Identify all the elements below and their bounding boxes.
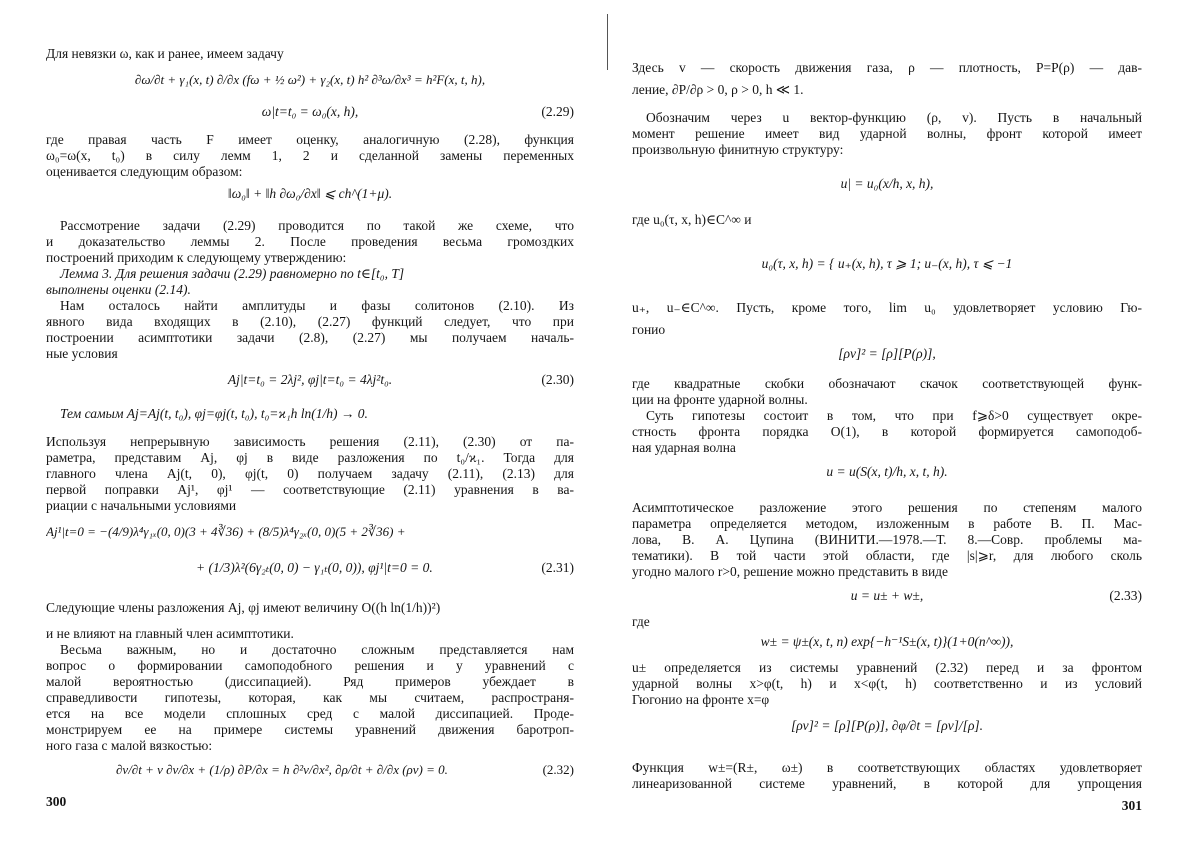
equation-number: (2.29) <box>541 104 574 119</box>
formula-line: u| = u₀(x/h, x, h), <box>840 176 934 191</box>
text-line: ется на все модели сплошных сред с малой диссипацией. Проде- <box>46 706 574 721</box>
equation-number: (2.33) <box>1109 588 1142 603</box>
text-line: ции на фронте ударной волны. <box>632 392 808 407</box>
formula-line: u₀(τ, x, h) = { u₊(x, h), τ ⩾ 1; u₋(x, h), τ ⩽ −1 <box>761 256 1013 271</box>
formula-line <box>46 372 574 388</box>
text-line: ного газа с малой вязкостью: <box>46 738 213 753</box>
formula-text: + (1/3)λ²(6γ₂ₜ(0, 0) − γ₁ₜ(0, 0)), φj¹|t=0 = 0. <box>196 560 433 575</box>
equation-number: (2.32) <box>542 762 574 777</box>
formula-line: Тем самым Aj=Aj(t, t₀), φj=φj(t, t₀), t₀=ϰ₁h ln(1/h) → 0. <box>60 406 368 421</box>
text-line: Гюгонио на фронте x=φ <box>632 692 770 707</box>
text-line: где <box>632 614 650 629</box>
text-line: u₊, u₋∈C^∞. Пусть, кроме того, lim u₀ удовлетворяет условию Гю- <box>632 300 1142 315</box>
formula-text: u = u± + w±, <box>850 588 924 603</box>
text-line: где правая часть F имеет оценку, аналогичную (2.28), функция <box>46 132 574 147</box>
text-line: u± определяется из системы уравнений (2.32) перед и за фронтом <box>632 660 1142 675</box>
text-line: ные условия <box>46 346 118 361</box>
formula-line: [ρv]² = [ρ][P(ρ)], <box>838 346 936 361</box>
formula-line: ‖ω₀‖ + ‖h ∂ω₀/∂x‖ ⩽ ch^(1+μ). <box>227 186 393 201</box>
text-line: Здесь v — скорость движения газа, ρ — плотность, P=P(ρ) — дав- <box>632 60 1142 75</box>
text-line: ω₀=ω(x, t₀) в силу лемм 1, 2 и сделанной замены переменных <box>46 148 574 163</box>
text-line: Для невязки ω, как и ранее, имеем задачу <box>46 46 284 61</box>
text-line: построении асимптотики задачи (2.8), (2.27) мы получаем началь- <box>46 330 574 345</box>
text-line: ударной волны x>φ(t, h) и x<φ(t, h) соответственно и из условий <box>632 676 1142 691</box>
text-line: Суть гипотезы состоит в том, что при f⩾δ>0 существует окре- <box>646 408 1142 423</box>
text-line: главного члена Aj(t, 0), φj(t, 0) получаем задачу (2.11), (2.13) для <box>46 466 574 481</box>
book-spine <box>607 14 608 70</box>
lemma-line: Лемма 3. Для решения задачи (2.29) равномерно по t∈[t₀, T] <box>60 266 405 281</box>
page-number: 300 <box>46 794 67 809</box>
text-line: вопрос о формировании самоподобного решения и у уравнений с <box>46 658 574 673</box>
text-line: лова, В. А. Цупина (ВИНИТИ.—1978.—Т. 8.—Совр. проблемы ма- <box>632 532 1142 547</box>
equation-number: (2.31) <box>541 560 574 575</box>
text-line: где квадратные скобки обозначают скачок соответствующей функ- <box>632 376 1142 391</box>
text-line: монстрируем ее на примере системы уравнений движения баротроп- <box>46 722 574 737</box>
text-line: стность фронта порядка O(1), в которой формируется самоподоб- <box>632 424 1142 439</box>
text-line: и доказательство леммы 2. После проведения весьма громоздких <box>46 234 574 249</box>
formula-line: ∂ω/∂t + γ₁(x, t) ∂/∂x (fω + ½ ω²) + γ₂(x, t) h² ∂³ω/∂x³ = h²F(x, t, h), <box>134 72 486 87</box>
left-page <box>46 0 574 848</box>
text-line: Обозначим через u вектор-функцию (ρ, v). Пусть в начальный <box>646 110 1142 125</box>
text-line: Функция w±=(R±, ω±) в соответствующих областях удовлетворяет <box>632 760 1142 775</box>
formula-line: w± = ψ±(x, t, n) exp{−h⁻¹S±(x, t)}(1+0(n^∞)), <box>760 634 1014 649</box>
text-line: оценивается следующим образом: <box>46 164 243 179</box>
text-line: Используя непрерывную зависимость решения (2.11), (2.30) от па- <box>46 434 574 449</box>
text-line: риации с начальными условиями <box>46 498 237 513</box>
formula-line <box>632 588 1142 604</box>
text-line: параметра определяется методом, изложенным в работе В. П. Мас- <box>632 516 1142 531</box>
text-line: справедливости гипотезы, которая, как мы считаем, распространя- <box>46 690 574 705</box>
formula-line: Aj¹|t=0 = −(4/9)λ⁴γ₁ₓ(0, 0)(3 + 4∛36) + (8/5)λ⁴γ₂ₓ(0, 0)(5 + 2∛36) + <box>46 524 406 539</box>
text-line: где u₀(τ, x, h)∈C^∞ и <box>632 212 752 227</box>
formula-line <box>46 762 574 778</box>
text-line: момент решение имеет вид ударной волны, фронт которой имеет <box>632 126 1142 141</box>
text-line: Нам осталось найти амплитуды и фазы солитонов (2.10). Из <box>60 298 574 313</box>
formula-text: ∂v/∂t + v ∂v/∂x + (1/ρ) ∂P/∂x = h ∂²v/∂x², ∂ρ/∂t + ∂/∂x (ρv) = 0. <box>116 762 448 777</box>
lemma-line: выполнены оценки (2.14). <box>46 282 191 297</box>
text-line: и не влияют на главный член асимптотики. <box>46 626 294 641</box>
formula-line <box>46 104 574 120</box>
text-line: построений приходим к следующему утверждению: <box>46 250 347 265</box>
formula-text: Aj|t=t₀ = 2λj², φj|t=t₀ = 4λj²t₀. <box>227 372 393 387</box>
text-line: Асимптотическое разложение этого решения по степеням малого <box>632 500 1142 515</box>
text-line: ление, ∂P/∂ρ > 0, ρ > 0, h ≪ 1. <box>632 82 804 97</box>
formula-line: [ρv]² = [ρ][P(ρ)], ∂φ/∂t = [ρv]/[ρ]. <box>790 718 984 733</box>
page-number: 301 <box>1121 798 1142 813</box>
text-line: Рассмотрение задачи (2.29) проводится по такой же схеме, что <box>60 218 574 233</box>
equation-number: (2.30) <box>541 372 574 387</box>
right-page <box>632 0 1142 848</box>
formula-line <box>46 560 574 576</box>
text-line: гонио <box>632 322 666 337</box>
text-line: Следующие члены разложения Aj, φj имеют величину O((h ln(1/h))²) <box>46 600 441 615</box>
text-line: тематики). В той части этой области, где |s|⩾r, для любого сколь <box>632 548 1142 563</box>
text-line: первой поправки Aj¹, φj¹ — соответствующие (2.11) уравнения в ва- <box>46 482 574 497</box>
text-line: явного вида входящих в (2.10), (2.27) функций следует, что при <box>46 314 574 329</box>
text-line: произвольную финитную структуру: <box>632 142 844 157</box>
text-line: малой вероятностью (диссипацией). Ряд примеров убеждает в <box>46 674 574 689</box>
text-line: раметра, представим Aj, φj в виде разложения по t₀/ϰ₁. Тогда для <box>46 450 574 465</box>
text-line: ная ударная волна <box>632 440 736 455</box>
text-line: угодно малого r>0, решение можно представить в виде <box>632 564 949 579</box>
formula-text: ω|t=t₀ = ω₀(x, h), <box>261 104 359 119</box>
text-line: линеаризованной системе уравнений, в которой для упрощения <box>632 776 1142 791</box>
text-line: Весьма важным, но и достаточно сложным представляется нам <box>60 642 574 657</box>
formula-line: u = u(S(x, t)/h, x, t, h). <box>826 464 948 479</box>
